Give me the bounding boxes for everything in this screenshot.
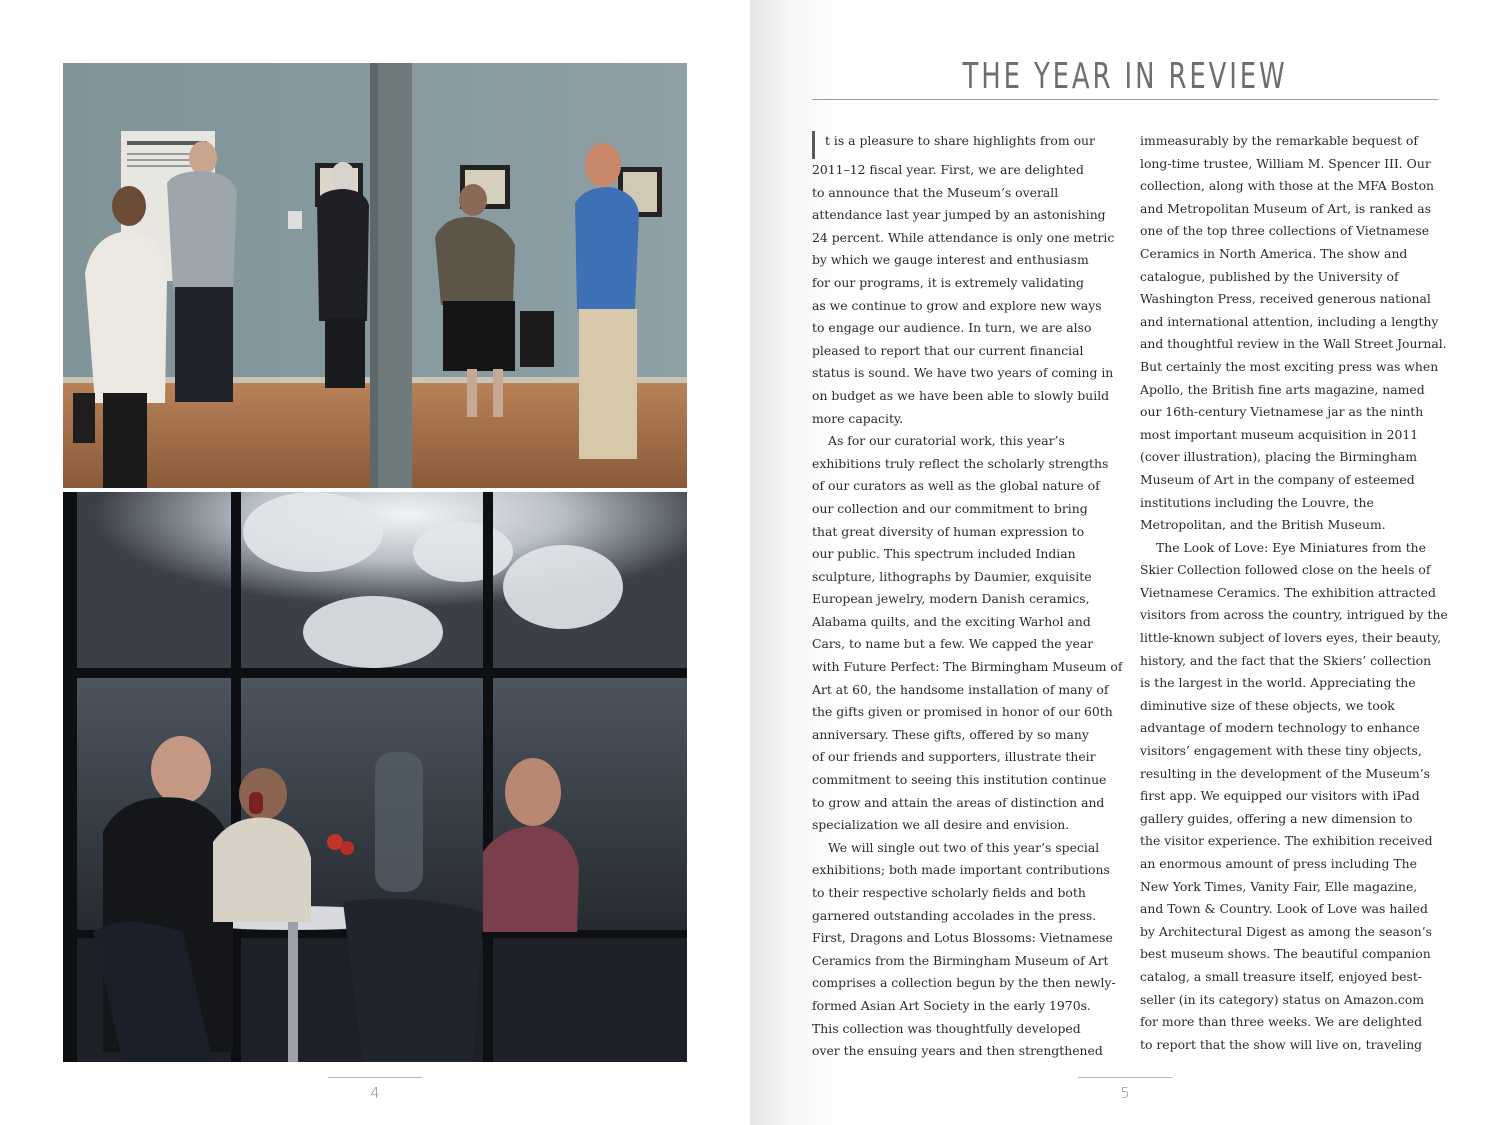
text-line: New York Times, Vanity Fair, Elle magazine,	[1140, 878, 1418, 894]
text-line: This collection was thoughtfully developed	[812, 1020, 1081, 1036]
text-line: attendance last year jumped by an astonishing	[812, 207, 1106, 223]
text-line: one of the top three collections of Vietnamese	[1140, 223, 1430, 239]
text-line: Metropolitan, and the British Museum.	[1140, 517, 1386, 533]
text-line: commitment to seeing this institution continue	[812, 772, 1107, 788]
cafe-photo-illustration	[63, 492, 687, 1062]
text-line: of our friends and supporters, illustrate their	[812, 749, 1096, 765]
page-number-left: 4	[370, 1084, 380, 1102]
text-line: pleased to report that our current financial	[812, 342, 1084, 358]
text-line: an enormous amount of press including The	[1140, 856, 1417, 871]
text-line: that great diversity of human expression to	[812, 523, 1085, 539]
text-line: Ceramics from the Birmingham Museum of Art	[812, 952, 1109, 968]
text-line: Washington Press, received generous national	[1140, 291, 1431, 307]
cafe-photo	[63, 492, 687, 1062]
text-line: European jewelry, modern Danish ceramics,	[812, 591, 1090, 607]
text-line: to engage our audience. In turn, we are also	[812, 320, 1092, 336]
text-line: comprises a collection begun by the then newly-	[812, 975, 1116, 991]
text-line: and Town & Country. Look of Love was hailed	[1140, 901, 1428, 917]
text-line: the gifts given or promised in honor of our 60th	[812, 704, 1113, 720]
text-line: the visitor experience. The exhibition received	[1140, 833, 1433, 849]
folio-rule-right	[1078, 1077, 1172, 1078]
text-line: to their respective scholarly fields and both	[812, 885, 1086, 900]
text-line: history, and the fact that the Skiers’ collection	[1140, 652, 1432, 668]
text-line: and international attention, including a lengthy	[1140, 313, 1439, 329]
text-line: The Look of Love: Eye Miniatures from the	[1156, 539, 1426, 555]
text-line: Alabama quilts, and the exciting Warhol and	[812, 613, 1091, 629]
text-line: visitors from across the country, intrigued by the	[1140, 607, 1448, 623]
text-line: little-known subject of lovers eyes, their beauty,	[1140, 630, 1442, 646]
text-line: First, Dragons and Lotus Blossoms: Vietnamese	[812, 930, 1113, 946]
text-line: by which we gauge interest and enthusiasm	[812, 252, 1089, 268]
text-line: long-time trustee, William M. Spencer III. Our	[1140, 155, 1431, 171]
text-line: resulting in the development of the Museum’s	[1140, 765, 1430, 781]
text-line: is the largest in the world. Appreciating the	[1140, 675, 1416, 691]
text-line: first app. We equipped our visitors with iPad	[1140, 788, 1420, 804]
text-line: Cars, to name but a few. We capped the year	[812, 636, 1094, 652]
page-number-right: 5	[1120, 1084, 1130, 1102]
text-line: over the ensuing years and then strengthened	[812, 1043, 1103, 1059]
text-line: Vietnamese Ceramics. The exhibition attracted	[1140, 584, 1436, 600]
text-line: catalog, a small treasure itself, enjoyed best-	[1140, 968, 1422, 984]
text-line: Ceramics in North America. The show and	[1140, 245, 1408, 261]
text-line: exhibitions; both made important contributions	[812, 862, 1110, 878]
gallery-photo	[63, 63, 687, 488]
text-line: formed Asian Art Society in the early 1970s.	[812, 997, 1091, 1013]
text-line: institutions including the Louvre, the	[1140, 494, 1374, 510]
text-line: of our curators as well as the global nature of	[812, 478, 1100, 494]
text-line: to grow and attain the areas of distinction and	[812, 794, 1105, 810]
text-line: 2011–12 fiscal year. First, we are delighted	[812, 162, 1084, 177]
text-line-content: t is a pleasure to share highlights from our	[825, 133, 1095, 148]
text-line: our 16th-century Vietnamese jar as the ninth	[1140, 404, 1424, 420]
text-line: as we continue to grow and explore new ways	[812, 297, 1102, 313]
text-column-1	[812, 130, 1123, 1063]
text-line: with Future Perfect: The Birmingham Museum of	[812, 659, 1123, 675]
text-line: (cover illustration), placing the Birmingham	[1140, 449, 1418, 465]
gallery-photo-illustration	[63, 63, 687, 488]
text-line: best museum shows. The beautiful companion	[1140, 946, 1431, 962]
text-line: exhibitions truly reflect the scholarly strengths	[812, 455, 1109, 471]
text-line: sculpture, lithographs by Daumier, exquisite	[812, 568, 1092, 584]
text-line: for more than three weeks. We are delighted	[1140, 1014, 1423, 1030]
text-line: Apollo, the British fine arts magazine, named	[1140, 381, 1425, 397]
text-line: But certainly the most exciting press was when	[1140, 358, 1439, 374]
text-line: advantage of modern technology to enhance	[1140, 720, 1420, 736]
text-line: Art at 60, the handsome installation of many of	[812, 681, 1109, 697]
drop-cap-rule	[812, 131, 820, 159]
page-title: THE YEAR IN REVIEW	[962, 56, 1288, 97]
text-line: 24 percent. While attendance is only one metric	[812, 229, 1115, 245]
folio-rule-left	[328, 1077, 422, 1078]
text-line: collection, along with those at the MFA Boston	[1140, 178, 1435, 194]
text-line: garnered outstanding accolades in the press.	[812, 907, 1097, 923]
text-line: to report that the show will live on, traveling	[1140, 1036, 1423, 1052]
text-line: Museum of Art in the company of esteemed	[1140, 471, 1415, 487]
title-rule	[812, 99, 1438, 100]
text-line: our collection and our commitment to bring	[812, 500, 1088, 516]
text-line: for our programs, it is extremely validating	[812, 274, 1084, 290]
text-line: We will single out two of this year’s special	[828, 839, 1100, 855]
text-line: visitors’ engagement with these tiny objects,	[1140, 743, 1422, 759]
text-line: status is sound. We have two years of coming in	[812, 365, 1114, 381]
text-line: to announce that the Museum’s overall	[812, 184, 1059, 200]
text-line: more capacity.	[812, 410, 904, 426]
text-line: As for our curatorial work, this year’s	[828, 433, 1065, 449]
text-line: on budget as we have been able to slowly build	[812, 387, 1110, 403]
text-line: our public. This spectrum included Indian	[812, 546, 1076, 562]
text-line: gallery guides, offering a new dimension to	[1140, 810, 1413, 826]
text-line: by Architectural Digest as among the season’s	[1140, 923, 1433, 939]
text-line: Skier Collection followed close on the heels of	[1140, 562, 1431, 578]
text-column-2	[1140, 130, 1448, 1056]
text-line: most important museum acquisition in 2011	[1140, 426, 1419, 442]
text-line: diminutive size of these objects, we took	[1140, 697, 1395, 713]
text-line	[812, 130, 1110, 159]
text-line: specialization we all desire and envision.	[812, 817, 1070, 833]
text-line: and Metropolitan Museum of Art, is ranked as	[1140, 200, 1431, 216]
text-line: and thoughtful review in the Wall Street Journal.	[1140, 336, 1447, 352]
text-line: anniversary. These gifts, offered by so many	[812, 726, 1089, 742]
text-line: catalogue, published by the University of	[1140, 268, 1399, 284]
text-line: seller (in its category) status on Amazon.com	[1140, 991, 1424, 1007]
text-line: immeasurably by the remarkable bequest of	[1140, 133, 1418, 148]
